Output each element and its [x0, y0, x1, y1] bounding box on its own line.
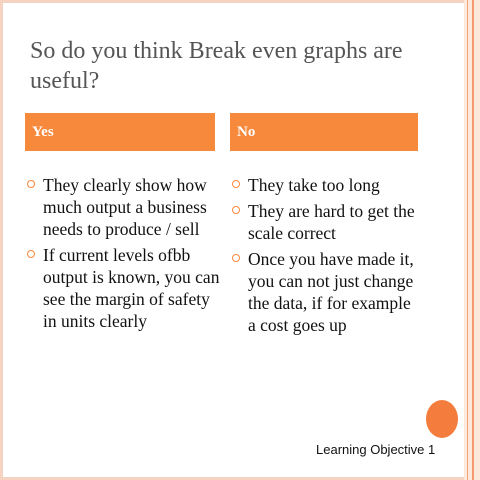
list-item-text: If current levels ofbb output is known, you can see the margin of safety in units clearly	[43, 245, 220, 331]
bullet-circle-icon	[232, 180, 240, 188]
list-item-text: They clearly show how much output a business needs to produce / sell	[43, 175, 207, 239]
bullet-circle-icon	[27, 180, 35, 188]
band-line	[467, 0, 468, 480]
slide-title: So do you think Break even graphs are useful?	[30, 38, 403, 94]
list-item-text: They take too long	[248, 175, 380, 195]
column-header-no: No	[230, 113, 418, 151]
list-item-text: Once you have made it, you can not just change the data, if for example a cost goes up	[248, 249, 414, 335]
list-item	[25, 174, 220, 240]
learning-objective-footer: Learning Objective 1	[316, 442, 436, 457]
bullet-circle-icon	[27, 250, 35, 258]
decorative-circle-icon	[426, 400, 458, 438]
list-item	[230, 200, 420, 244]
list-item	[230, 174, 420, 196]
bullet-circle-icon	[232, 254, 240, 262]
no-list	[230, 174, 420, 340]
right-decorative-band	[464, 0, 480, 480]
list-item-text: They are hard to get the scale correct	[248, 201, 415, 243]
band-line	[472, 0, 474, 480]
yes-list	[25, 174, 220, 336]
list-item	[230, 248, 420, 336]
column-header-yes: Yes	[25, 113, 215, 151]
list-item	[25, 244, 220, 332]
bullet-circle-icon	[232, 206, 240, 214]
